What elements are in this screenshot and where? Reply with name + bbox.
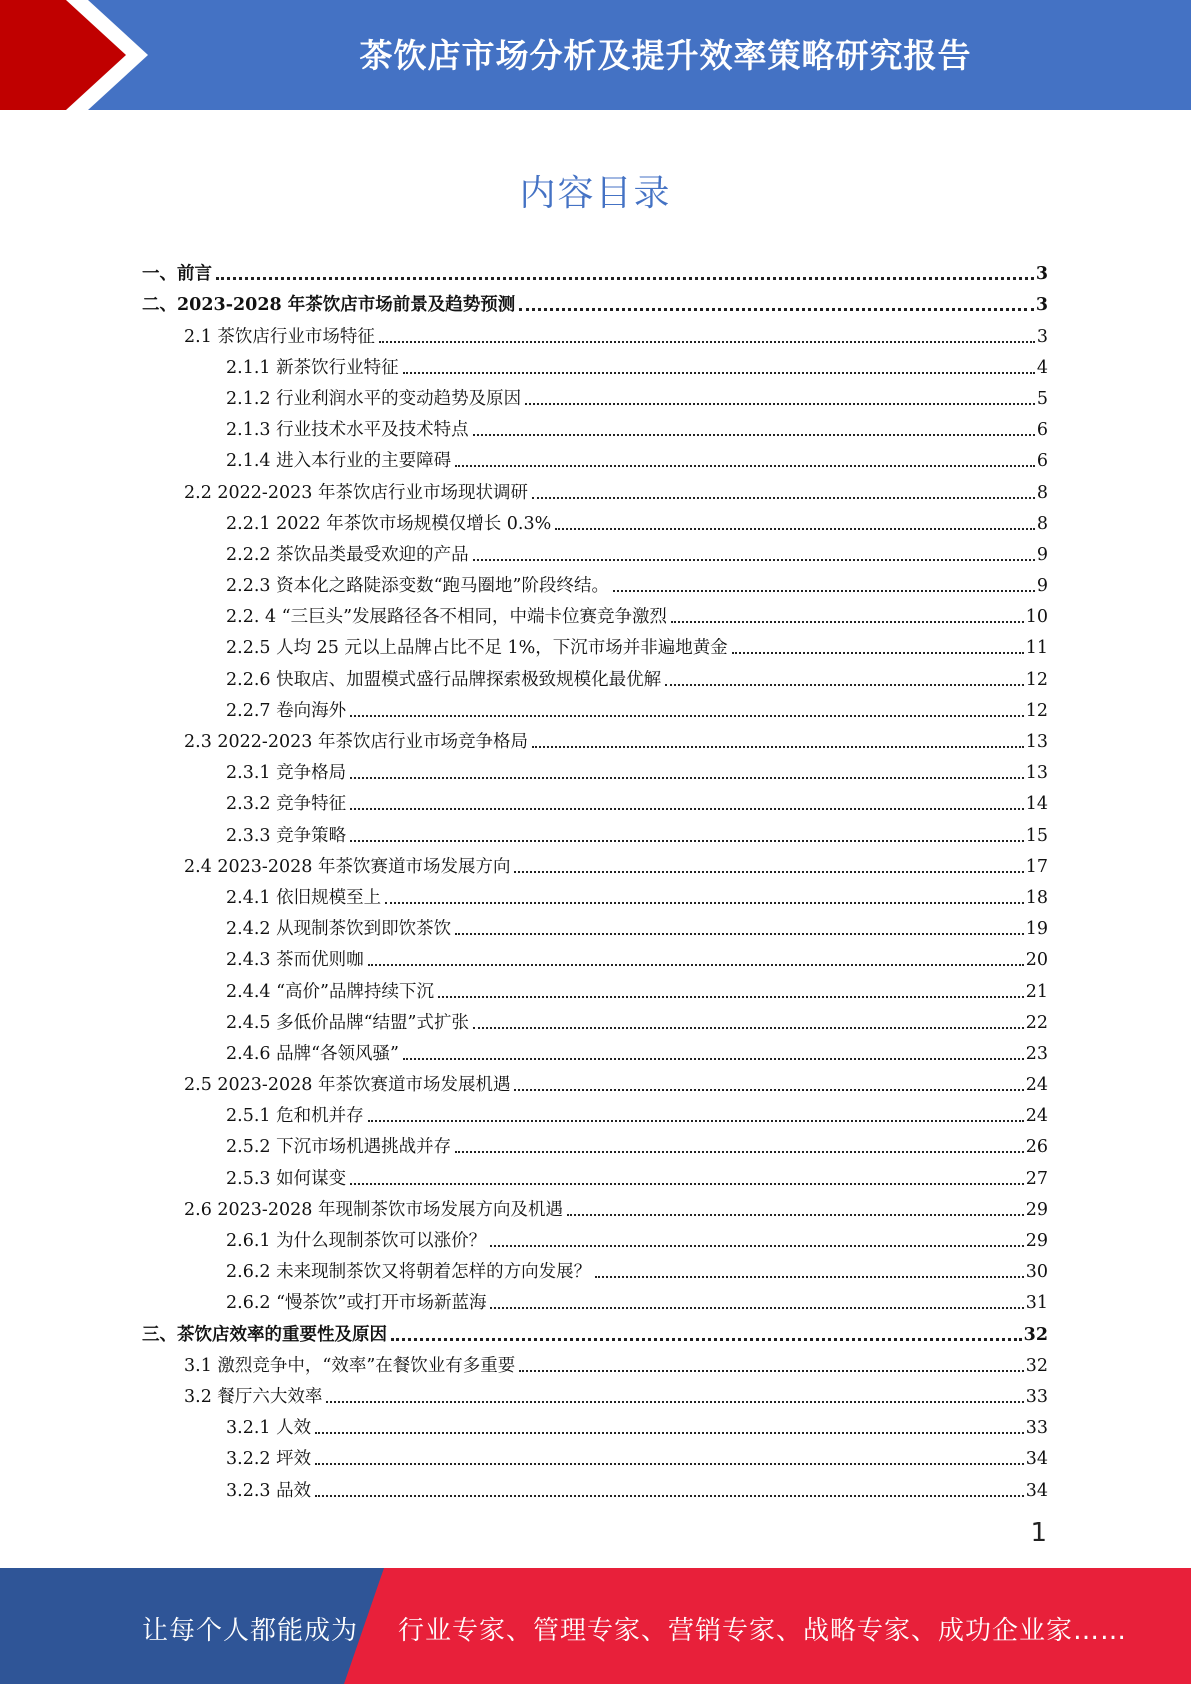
toc-entry[interactable] (142, 347, 1048, 378)
toc-entry[interactable] (142, 846, 1048, 877)
toc-entry[interactable] (142, 1002, 1048, 1033)
toc-entry-page: 9 (1036, 544, 1048, 565)
toc-entry[interactable] (142, 721, 1048, 752)
toc-entry[interactable] (142, 658, 1048, 689)
toc-entry[interactable] (142, 596, 1048, 627)
toc-entry-title: 2.5 2023-2028 年茶饮赛道市场发展机遇 (184, 1075, 511, 1096)
dot-leader (368, 1120, 1024, 1122)
toc-entry-page: 6 (1036, 451, 1048, 472)
toc-entry[interactable] (142, 1438, 1048, 1469)
dot-leader (514, 1089, 1023, 1091)
toc-entry-title: 2.4.6 品牌“各领风骚” (226, 1043, 399, 1064)
toc-entry[interactable] (142, 627, 1048, 658)
toc-heading: 内容目录 (519, 173, 672, 214)
toc-entry[interactable] (142, 1157, 1048, 1188)
toc-entry-page: 8 (1036, 482, 1048, 503)
toc-entry[interactable] (142, 1126, 1048, 1157)
toc-entry-title: 2.3.3 竞争策略 (226, 825, 347, 846)
dot-leader (315, 1495, 1024, 1497)
dot-leader (613, 590, 1035, 592)
toc-entry-title: 2.6.2 未来现制茶饮又将朝着怎样的方向发展？ (226, 1262, 592, 1283)
toc-entry-page: 15 (1025, 825, 1048, 846)
report-title: 茶饮店市场分析及提升效率策略研究报告 (359, 36, 972, 75)
toc-entry-title: 一、前言 (142, 264, 212, 285)
toc-entry-page: 22 (1025, 1012, 1048, 1033)
dot-leader (514, 871, 1023, 873)
toc-entry-page: 27 (1025, 1168, 1048, 1189)
dot-leader (368, 964, 1024, 966)
toc-entry-title: 2.1 茶饮店行业市场特征 (184, 326, 375, 347)
toc-entry[interactable] (142, 877, 1048, 908)
toc-entry-title: 3.2 餐厅六大效率 (184, 1386, 323, 1407)
toc-entry[interactable] (142, 1469, 1048, 1500)
dot-leader (350, 1183, 1024, 1185)
dot-leader (315, 1463, 1024, 1465)
toc-entry-page: 29 (1025, 1199, 1048, 1220)
dot-leader (490, 1307, 1023, 1309)
dot-leader (350, 840, 1024, 842)
toc-entry-title: 2.5.1 危和机并存 (226, 1106, 364, 1127)
toc-entry[interactable] (142, 253, 1048, 284)
table-of-contents (142, 253, 1048, 1501)
dot-leader (455, 465, 1035, 467)
dot-leader (595, 1276, 1024, 1278)
toc-entry-title: 2.3.1 竞争格局 (226, 763, 347, 784)
dot-leader (532, 746, 1024, 748)
dot-leader (326, 1401, 1023, 1403)
toc-entry-page: 11 (1025, 638, 1048, 659)
toc-entry-page: 31 (1025, 1293, 1048, 1314)
dot-leader (473, 1027, 1024, 1029)
toc-entry-title: 2.5.3 如何谋变 (226, 1168, 347, 1189)
toc-entry[interactable] (142, 783, 1048, 814)
toc-entry[interactable] (142, 565, 1048, 596)
toc-entry-title: 2.2.5 人均 25 元以上品牌占比不足 1%，下沉市场并非遍地黄金 (226, 638, 728, 659)
dot-leader (671, 621, 1024, 623)
toc-entry-page: 10 (1025, 607, 1048, 628)
toc-entry[interactable] (142, 1033, 1048, 1064)
toc-entry-title: 2.2.6 快取店、加盟模式盛行品牌探索极致规模化最优解 (226, 669, 662, 690)
toc-entry-page: 12 (1025, 700, 1048, 721)
toc-entry-title: 2.6.1 为什么现制茶饮可以涨价？ (226, 1231, 487, 1251)
dot-leader (403, 1058, 1024, 1060)
toc-entry[interactable] (142, 503, 1048, 534)
toc-entry-page: 3 (1035, 295, 1048, 316)
toc-entry-title: 2.3 2022-2023 年茶饮店行业市场竞争格局 (184, 732, 528, 752)
toc-entry-page: 23 (1025, 1043, 1048, 1064)
dot-leader (665, 684, 1024, 686)
toc-entry[interactable] (142, 690, 1048, 721)
toc-entry-page: 13 (1025, 732, 1048, 752)
toc-entry-page: 13 (1025, 763, 1048, 784)
toc-entry-title: 2.2.3 资本化之路陡添变数“跑马圈地”阶段终结。 (226, 576, 609, 597)
dot-leader (350, 715, 1024, 717)
dot-leader (525, 403, 1035, 405)
toc-entry-page: 12 (1025, 669, 1048, 690)
dot-leader (379, 341, 1035, 343)
toc-entry-page: 18 (1025, 887, 1048, 908)
header-arrow-decoration (0, 0, 160, 110)
toc-entry-page: 20 (1025, 950, 1048, 971)
footer-banner (0, 1568, 1191, 1684)
dot-leader (350, 777, 1024, 779)
dot-leader (567, 1214, 1024, 1216)
toc-entry[interactable] (142, 1220, 1048, 1251)
dot-leader (519, 1370, 1023, 1372)
toc-entry-page: 24 (1025, 1075, 1048, 1096)
dot-leader (391, 1338, 1022, 1341)
toc-entry-page: 34 (1025, 1449, 1048, 1470)
toc-entry-page: 4 (1036, 357, 1048, 378)
toc-entry-page: 34 (1025, 1480, 1048, 1501)
toc-entry-title: 2.2 2022-2023 年茶饮店行业市场现状调研 (184, 482, 528, 503)
dot-leader (350, 808, 1024, 810)
toc-entry-page: 19 (1025, 919, 1048, 940)
dot-leader (473, 434, 1035, 436)
toc-entry-title: 3.2.3 品效 (226, 1480, 312, 1501)
toc-entry[interactable] (142, 1095, 1048, 1126)
dot-leader (519, 308, 1034, 311)
toc-entry-page: 32 (1023, 1324, 1048, 1345)
footer-slogan-right: 行业专家、管理专家、营销专家、战略专家、成功企业家…… (398, 1616, 1128, 1646)
toc-entry-page: 9 (1036, 576, 1048, 597)
page-number: 1 (1030, 1518, 1047, 1548)
toc-entry-title: 2.6 2023-2028 年现制茶饮市场发展方向及机遇 (184, 1199, 563, 1220)
toc-entry-title: 2.5.2 下沉市场机遇挑战并存 (226, 1137, 452, 1158)
header-banner (0, 0, 1191, 110)
toc-entry-page: 24 (1025, 1106, 1048, 1127)
toc-entry-title: 2.4.2 从现制茶饮到即饮茶饮 (226, 919, 452, 940)
toc-entry[interactable] (142, 440, 1048, 471)
toc-entry[interactable] (142, 378, 1048, 409)
footer-slogan-left: 让每个人都能成为 (142, 1616, 359, 1646)
toc-entry-title: 2.4.1 依旧规模至上 (226, 887, 382, 908)
toc-entry-title: 2.2.1 2022 年茶饮市场规模仅增长 0.3% (226, 513, 552, 534)
dot-leader (473, 559, 1035, 561)
toc-entry[interactable] (142, 284, 1048, 315)
dot-leader (315, 1432, 1024, 1434)
dot-leader (455, 933, 1024, 935)
dot-leader (555, 528, 1035, 530)
dot-leader (532, 497, 1035, 499)
toc-entry-page: 33 (1025, 1386, 1048, 1407)
toc-entry-title: 2.2. 4 “三巨头”发展路径各不相同，中端卡位赛竞争激烈 (226, 607, 668, 628)
toc-entry-page: 30 (1025, 1262, 1048, 1283)
dot-leader (216, 277, 1034, 280)
toc-entry[interactable] (142, 908, 1048, 939)
toc-entry[interactable] (142, 1345, 1048, 1376)
toc-entry-page: 3 (1035, 264, 1048, 285)
toc-entry[interactable] (142, 970, 1048, 1001)
toc-entry-title: 2.1.2 行业利润水平的变动趋势及原因 (226, 388, 522, 409)
toc-entry-page: 5 (1036, 388, 1048, 409)
toc-entry[interactable] (142, 1282, 1048, 1313)
toc-entry[interactable] (142, 939, 1048, 970)
toc-entry-page: 14 (1025, 794, 1048, 815)
toc-entry[interactable] (142, 1376, 1048, 1407)
dot-leader (455, 1151, 1024, 1153)
toc-entry-page: 26 (1025, 1137, 1048, 1158)
toc-entry-title: 2.4.3 茶而优则咖 (226, 950, 364, 971)
toc-entry-page: 32 (1025, 1355, 1048, 1376)
toc-entry-title: 2.4.5 多低价品牌“结盟”式扩张 (226, 1012, 469, 1033)
toc-entry-title: 2.1.4 进入本行业的主要障碍 (226, 451, 452, 472)
toc-entry[interactable] (142, 409, 1048, 440)
toc-entry-page: 29 (1025, 1231, 1048, 1251)
dot-leader (403, 372, 1035, 374)
toc-entry-title: 2.2.7 卷向海外 (226, 700, 347, 721)
toc-entry-title: 2.4 2023-2028 年茶饮赛道市场发展方向 (184, 856, 511, 877)
toc-entry-title: 2.2.2 茶饮品类最受欢迎的产品 (226, 544, 469, 565)
dot-leader (490, 1245, 1024, 1247)
toc-entry-title: 三、茶饮店效率的重要性及原因 (142, 1324, 387, 1345)
toc-entry-title: 2.1.3 行业技术水平及技术特点 (226, 420, 469, 441)
toc-entry-title: 2.3.2 竞争特征 (226, 794, 347, 815)
toc-entry-title: 2.6.2 “慢茶饮”或打开市场新蓝海 (226, 1293, 487, 1314)
toc-entry-title: 3.1 激烈竞争中，“效率”在餐饮业有多重要 (184, 1355, 516, 1376)
toc-entry[interactable] (142, 1251, 1048, 1282)
toc-entry[interactable] (142, 752, 1048, 783)
toc-entry[interactable] (142, 1189, 1048, 1220)
toc-entry[interactable] (142, 471, 1048, 502)
toc-entry-page: 6 (1036, 420, 1048, 441)
dot-leader (732, 652, 1024, 654)
toc-entry-page: 33 (1025, 1418, 1048, 1439)
toc-entry-page: 21 (1025, 981, 1048, 1002)
toc-entry-title: 2.1.1 新茶饮行业特征 (226, 357, 399, 378)
toc-entry-page: 8 (1036, 513, 1048, 534)
dot-leader (385, 902, 1024, 904)
toc-entry-title: 2.4.4 “高价”品牌持续下沉 (226, 981, 434, 1002)
toc-entry[interactable] (142, 315, 1048, 346)
toc-entry-title: 3.2.2 坪效 (226, 1449, 312, 1470)
toc-entry[interactable] (142, 1407, 1048, 1438)
toc-entry-page: 3 (1036, 326, 1048, 347)
toc-entry[interactable] (142, 534, 1048, 565)
toc-entry-title: 二、2023-2028 年茶饮店市场前景及趋势预测 (142, 295, 516, 316)
toc-entry[interactable] (142, 814, 1048, 845)
toc-entry-title: 3.2.1 人效 (226, 1418, 312, 1439)
toc-entry[interactable] (142, 1064, 1048, 1095)
dot-leader (438, 996, 1024, 998)
toc-entry-page: 17 (1025, 856, 1048, 877)
toc-entry[interactable] (142, 1313, 1048, 1344)
